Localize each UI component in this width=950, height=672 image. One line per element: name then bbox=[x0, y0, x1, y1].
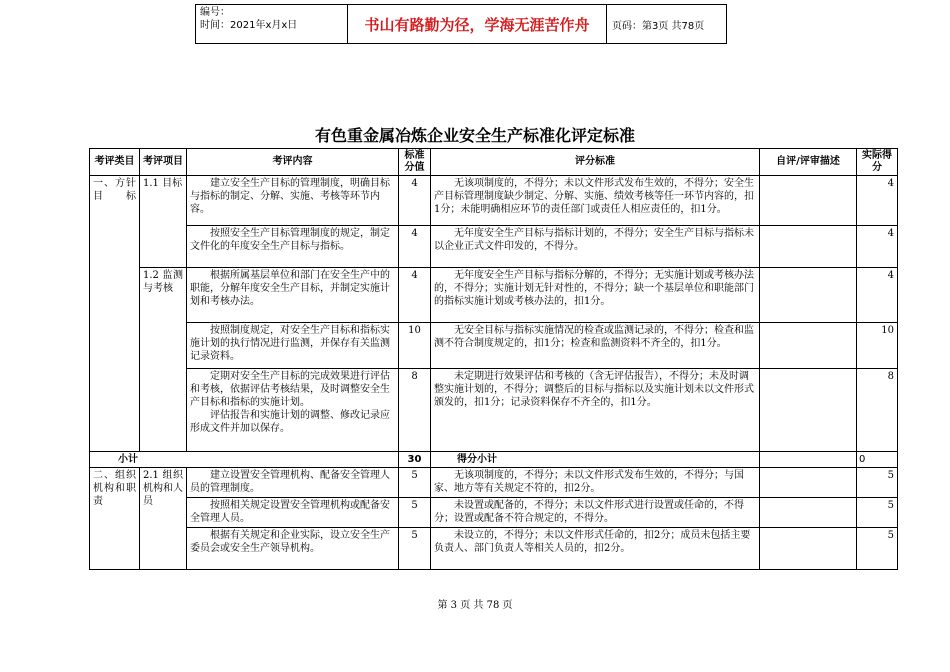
category-cell: 一、方针目标 bbox=[90, 176, 140, 452]
std-score-cell: 10 bbox=[399, 323, 431, 369]
header-motto: 书山有路勤为径，学海无涯苦作舟 bbox=[348, 5, 607, 43]
actual-score-cell: 4 bbox=[857, 226, 898, 268]
actual-score-cell: 5 bbox=[857, 528, 898, 570]
subtotal-row bbox=[90, 452, 898, 468]
table-row bbox=[90, 226, 898, 268]
table-row bbox=[90, 498, 898, 528]
criteria-cell: 无该项制度的，不得分；未以文件形式发布生效的，不得分；安全生产目标管理制度缺少制定、分解、实施、绩效考核等任一环节内容的，扣1分；未能明确相应环节的责任部门或责任人相应责任的，扣1分。 bbox=[431, 176, 760, 226]
subtotal-criteria-label: 得分小计 bbox=[431, 452, 760, 468]
actual-score-cell: 8 bbox=[857, 369, 898, 452]
col-header-self-eval: 自评/评审描述 bbox=[760, 149, 857, 176]
col-header-criteria: 评分标准 bbox=[431, 149, 760, 176]
self-eval-cell bbox=[760, 498, 857, 528]
col-header-actual: 实际得分 bbox=[857, 149, 898, 176]
col-header-content: 考评内容 bbox=[187, 149, 399, 176]
content-cell: 按照相关规定设置安全管理机构或配备安全管理人员。 bbox=[187, 498, 399, 528]
actual-score-cell: 4 bbox=[857, 268, 898, 323]
table-row bbox=[90, 528, 898, 570]
self-eval-cell bbox=[760, 226, 857, 268]
criteria-cell: 无年度安全生产目标与指标计划的，不得分；安全生产目标与指标未以企业正式文件印发的，不得分。 bbox=[431, 226, 760, 268]
actual-score-cell: 5 bbox=[857, 498, 898, 528]
table-row bbox=[90, 369, 898, 452]
header-page-info: 页码：第3页 共78页 bbox=[612, 20, 705, 32]
actual-score-cell: 10 bbox=[857, 323, 898, 369]
criteria-cell: 未设置或配备的，不得分；未以文件形式进行设置或任命的，不得分；设置或配备不符合规定的，不得分。 bbox=[431, 498, 760, 528]
std-score-cell: 5 bbox=[399, 498, 431, 528]
document-title: 有色重金属冶炼企业安全生产标准化评定标准 bbox=[314, 126, 635, 145]
criteria-cell: 未设立的，不得分；未以文件形式任命的，扣2分；成员未包括主要负责人、部门负责人等相关人员的，扣2分。 bbox=[431, 528, 760, 570]
std-score-cell: 4 bbox=[399, 226, 431, 268]
category-cell: 二、组织机构和职责 bbox=[90, 468, 140, 570]
item-cell: 1.1 目标 bbox=[140, 176, 187, 268]
content-cell: 按照制度规定，对安全生产目标和指标实施计划的执行情况进行监测，并保存有关监测记录资料。 bbox=[187, 323, 399, 369]
subtotal-score: 30 bbox=[399, 452, 431, 468]
std-score-cell: 5 bbox=[399, 468, 431, 498]
header-number-label: 编号： bbox=[200, 7, 230, 18]
table-row bbox=[90, 468, 898, 498]
content-paragraph: 定期对安全生产目标的完成效果进行评估和考核，依据评估考核结果，及时调整安全生产目标和指标的实施计划。 bbox=[190, 371, 390, 408]
header-time-label: 时间：2021年x月x日 bbox=[200, 20, 298, 31]
std-score-cell: 8 bbox=[399, 369, 431, 452]
std-score-cell: 4 bbox=[399, 176, 431, 226]
subtotal-label: 小计 bbox=[90, 452, 399, 468]
item-cell: 1.2 监测与考核 bbox=[140, 268, 187, 452]
criteria-cell: 未定期进行效果评估和考核的（含无评估报告），不得分；未及时调整实施计划的，不得分；调整后的目标与指标以及实施计划未以文件形式颁发的，扣1分；记录资料保存不齐全的，扣1分。 bbox=[431, 369, 760, 452]
col-header-std-score: 标准分值 bbox=[399, 149, 431, 176]
content-cell: 建立设置安全管理机构、配备安全管理人员的管理制度。 bbox=[187, 468, 399, 498]
content-cell: 按照安全生产目标管理制度的规定，制定文件化的年度安全生产目标与指标。 bbox=[187, 226, 399, 268]
col-header-item: 考评项目 bbox=[140, 149, 187, 176]
table-header-row bbox=[90, 149, 898, 176]
content-cell: 建立安全生产目标的管理制度，明确目标与指标的制定、分解、实施、考核等环节内容。 bbox=[187, 176, 399, 226]
table-row bbox=[90, 268, 898, 323]
content-paragraph: 评估报告和实施计划的调整、修改记录应形成文件并加以保存。 bbox=[190, 410, 390, 434]
self-eval-cell bbox=[760, 369, 857, 452]
self-eval-cell bbox=[760, 176, 857, 226]
content-cell: 根据有关规定和企业实际，设立安全生产委员会或安全生产领导机构。 bbox=[187, 528, 399, 570]
subtotal-actual: 0 bbox=[857, 452, 898, 468]
criteria-cell: 无年度安全生产目标与指标分解的，不得分；无实施计划或考核办法的，不得分；实施计划无针对性的，不得分；缺一个基层单位和职能部门的指标实施计划或考核办法的，扣1分。 bbox=[431, 268, 760, 323]
subtotal-self-eval bbox=[760, 452, 857, 468]
content-cell: 根据所属基层单位和部门在安全生产中的职能，分解年度安全生产目标，并制定实施计划和考核办法。 bbox=[187, 268, 399, 323]
self-eval-cell bbox=[760, 268, 857, 323]
table-row bbox=[90, 323, 898, 369]
criteria-cell: 无安全目标与指标实施情况的检查或监测记录的，不得分；检查和监测不符合制度规定的，扣1分；检查和监测资料不齐全的，扣1分。 bbox=[431, 323, 760, 369]
content-cell bbox=[187, 369, 399, 452]
table-row bbox=[90, 176, 898, 226]
evaluation-table bbox=[89, 148, 898, 570]
actual-score-cell: 5 bbox=[857, 468, 898, 498]
page-footer: 第 3 页 共 78 页 bbox=[437, 600, 513, 611]
document-header bbox=[195, 4, 727, 44]
item-cell: 2.1 组织机构和人员 bbox=[140, 468, 187, 570]
col-header-category: 考评类目 bbox=[90, 149, 140, 176]
std-score-cell: 5 bbox=[399, 528, 431, 570]
std-score-cell: 4 bbox=[399, 268, 431, 323]
actual-score-cell: 4 bbox=[857, 176, 898, 226]
self-eval-cell bbox=[760, 528, 857, 570]
self-eval-cell bbox=[760, 323, 857, 369]
self-eval-cell bbox=[760, 468, 857, 498]
criteria-cell: 无该项制度的，不得分；未以文件形式发布生效的，不得分；与国家、地方等有关规定不符的，扣2分。 bbox=[431, 468, 760, 498]
header-meta bbox=[196, 5, 348, 43]
